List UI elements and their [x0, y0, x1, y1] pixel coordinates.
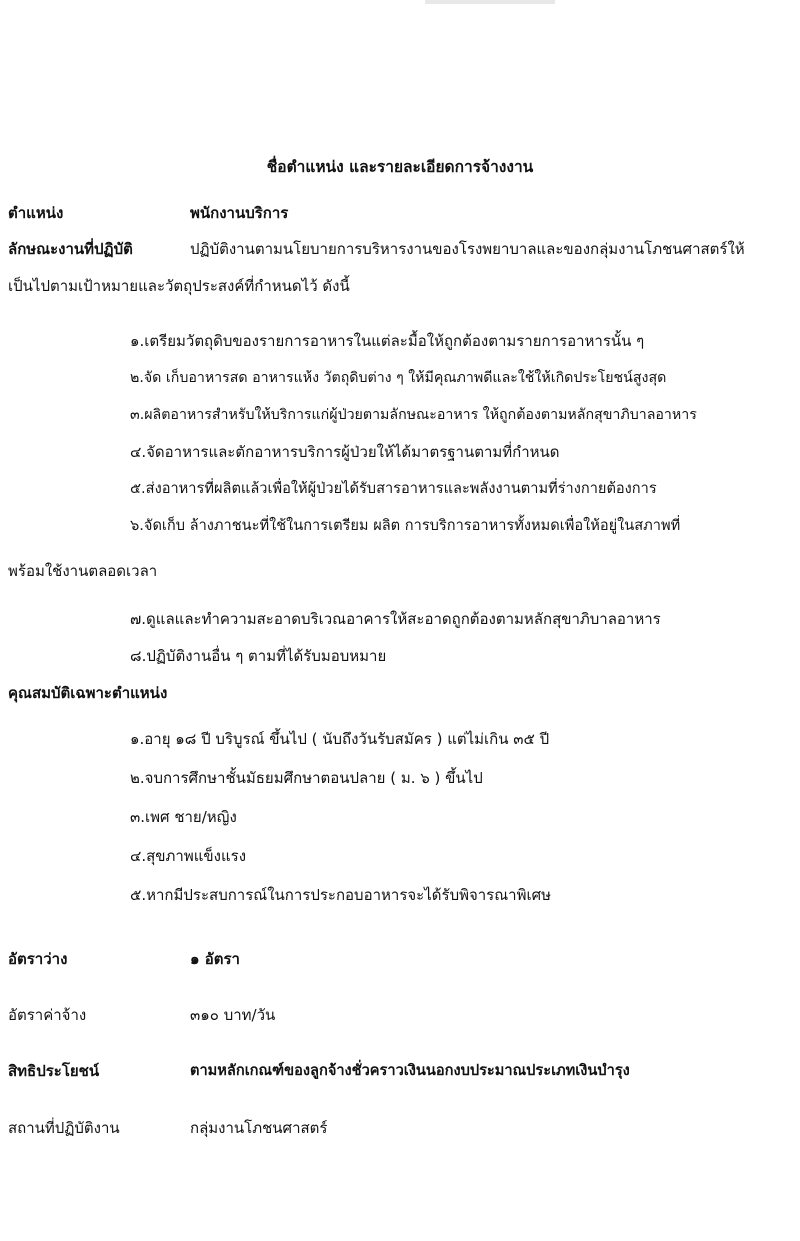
qualification-item: ๓.เพศ ชาย/หญิง: [130, 808, 237, 826]
duty-item: ๑.เตรียมวัตถุดิบของรายการอาหารในแต่ละมื้อให้ถูกต้องตามรายการอาหารนั้น ๆ: [130, 332, 645, 350]
duty-item: ๕.ส่งอาหารที่ผลิตแล้วเพื่อให้ผู้ป่วยได้รับสารอาหารและพลังงานตามที่ร่างกายต้องการ: [130, 480, 657, 497]
qualifications-label: คุณสมบัติเฉพาะตำแหน่ง: [8, 684, 168, 702]
duties-intro-line1: ปฏิบัติงานตามนโยบายการบริหารงานของโรงพยาบาลและของกลุ่มงานโภชนศาสตร์ให้: [190, 240, 745, 258]
vacancy-value: ๑ อัตรา: [190, 950, 240, 968]
duty-item: ๗.ดูแลและทำความสะอาดบริเวณอาคารให้สะอาดถูกต้องตามหลักสุขาภิบาลอาหาร: [130, 610, 661, 628]
position-label: ตำแหน่ง: [8, 204, 64, 222]
workplace-value: กลุ่มงานโภชนศาสตร์: [190, 1119, 328, 1137]
position-value: พนักงานบริการ: [190, 204, 289, 222]
workplace-label: สถานที่ปฏิบัติงาน: [8, 1119, 120, 1137]
qualification-item: ๔.สุขภาพแข็งแรง: [130, 847, 247, 865]
duty-item: ๘.ปฏิบัติงานอื่น ๆ ตามที่ได้รับมอบหมาย: [130, 647, 387, 665]
page-title: ชื่อตำแหน่ง และรายละเอียดการจ้างงาน: [266, 158, 534, 176]
duty-item: ๒.จัด เก็บอาหารสด อาหารแห้ง วัตถุดิบต่าง ๆ ให้มีคุณภาพดีและใช้ให้เกิดประโยชน์สูงสุด: [130, 370, 667, 386]
wage-label: อัตราค่าจ้าง: [8, 1006, 87, 1024]
benefits-label: สิทธิประโยชน์: [8, 1062, 100, 1080]
qualification-item: ๒.จบการศึกษาชั้นมัธยมศึกษาตอนปลาย ( ม. ๖ ) ขึ้นไป: [130, 769, 483, 787]
benefits-value: ตามหลักเกณฑ์ของลูกจ้างชั่วคราวเงินนอกงบประมาณประเภทเงินบำรุง: [190, 1062, 630, 1079]
scan-artifact: [425, 0, 555, 4]
duty-item: ๓.ผลิตอาหารสำหรับให้บริการแก่ผู้ป่วยตามลักษณะอาหาร ให้ถูกต้องตามหลักสุขาภิบาลอาหาร: [130, 407, 697, 423]
wage-value: ๓๑๐ บาท/วัน: [190, 1006, 276, 1024]
duty-item: ๔.จัดอาหารและตักอาหารบริการผู้ป่วยให้ได้มาตรฐานตามที่กำหนด: [130, 443, 560, 461]
duty-item-continuation: พร้อมใช้งานตลอดเวลา: [8, 562, 158, 580]
duty-item: ๖.จัดเก็บ ล้างภาชนะที่ใช้ในการเตรียม ผลิต การบริการอาหารทั้งหมดเพื่อให้อยู่ในสภาพที่: [130, 517, 681, 534]
duties-label: ลักษณะงานที่ปฏิบัติ: [8, 240, 133, 258]
qualification-item: ๑.อายุ ๑๘ ปี บริบูรณ์ ขึ้นไป ( นับถึงวันรับสมัคร ) แต่ไม่เกิน ๓๕ ปี: [130, 730, 550, 748]
qualification-item: ๕.หากมีประสบการณ์ในการประกอบอาหารจะได้รับพิจารณาพิเศษ: [130, 886, 552, 904]
duties-intro-line2: เป็นไปตามเป้าหมายและวัตถุประสงค์ที่กำหนดไว้ ดังนี้: [8, 277, 350, 295]
vacancy-label: อัตราว่าง: [8, 950, 68, 968]
